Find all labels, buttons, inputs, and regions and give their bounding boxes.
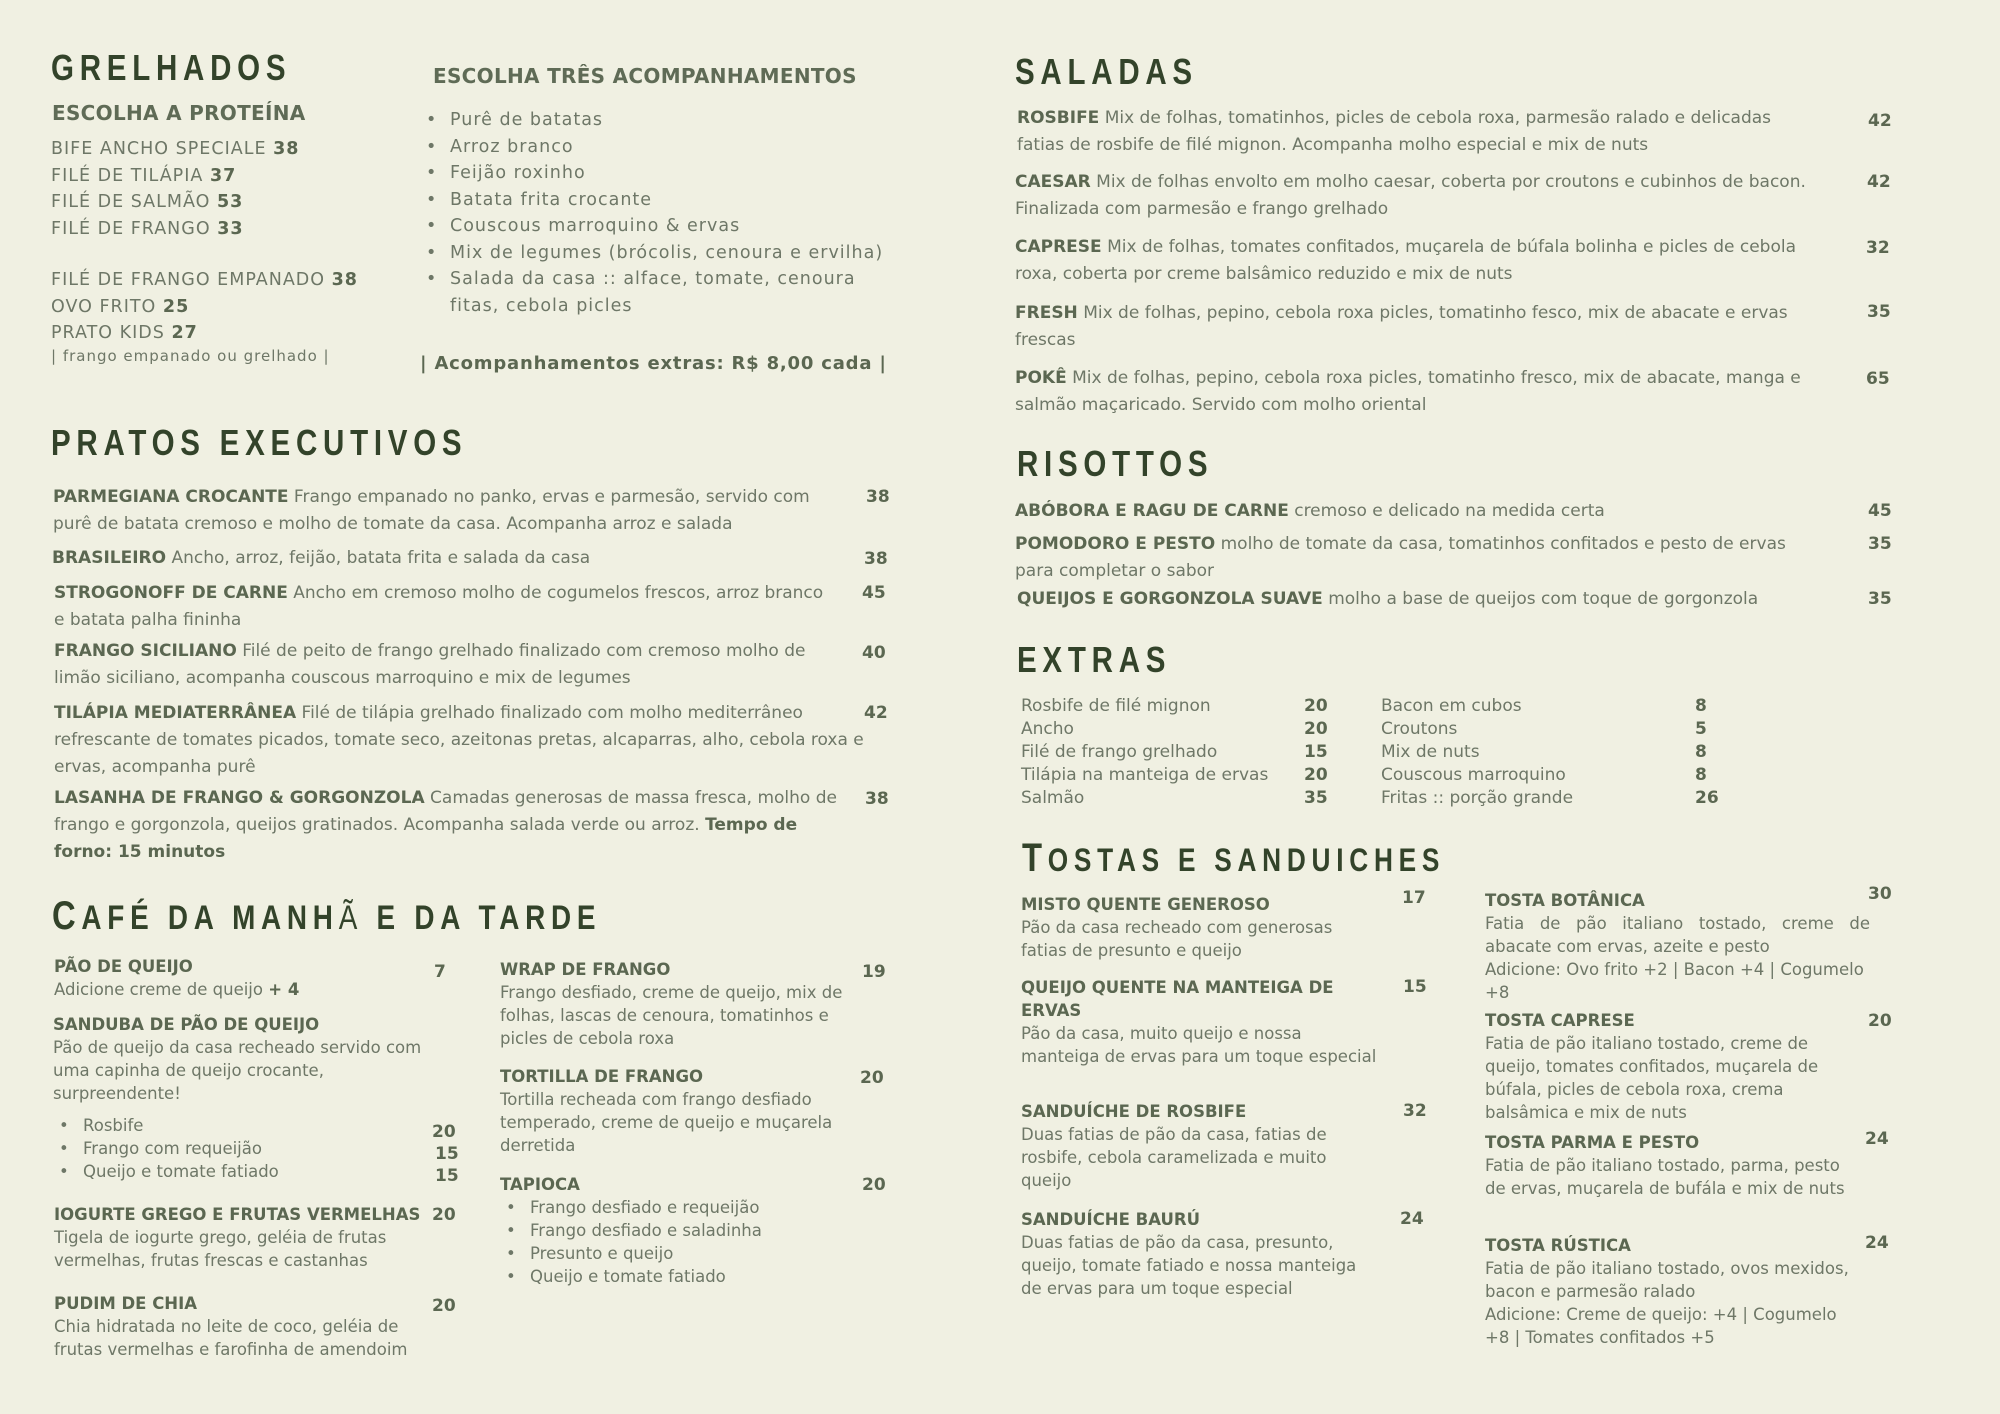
sides-list	[420, 107, 900, 319]
item-price: 40	[862, 643, 886, 663]
menu-item: WRAP DE FRANGO Frango desfiado, creme de queijo, mix de folhas, lascas de cenoura, tomatinhos e picles de cebola roxa	[500, 960, 843, 1048]
item-price: 15	[1403, 977, 1427, 997]
side-item: • Arroz branco	[420, 134, 900, 161]
protein-item: FILÉ DE SALMÃO 53	[51, 192, 244, 212]
menu-item: TOSTA CAPRESE Fatia de pão italiano tostado, creme de queijo, tomates confitados, muçarela de búfala, picles de cebola roxa, crema balsâmica e mix de nuts	[1485, 1011, 1819, 1122]
section-title-extras: EXTRAS	[1017, 639, 1172, 680]
item-price: 38	[865, 789, 889, 809]
item-price: 35	[1867, 302, 1891, 322]
extra-item: Filé de frango grelhado	[1021, 742, 1218, 762]
extras-list-left	[1021, 695, 1268, 810]
item-price: 45	[862, 583, 886, 603]
menu-item: LASANHA DE FRANGO & GORGONZOLA Camadas generosas de massa fresca, molho de frango e gorgonzola, queijos gratinados. Acompanha salada verde ou arroz. Tempo de forno: 15 minutos	[54, 788, 837, 862]
menu-item: FRANGO SICILIANO Filé de peito de frango grelhado finalizado com cremoso molho de limão siciliano, acompanha couscous marroquino e mix de legumes	[54, 641, 806, 688]
item-price: 20	[1868, 1011, 1892, 1031]
extra-item: Fritas :: porção grande	[1381, 788, 1574, 808]
menu-item: TOSTA BOTÂNICA Fatia de pão italiano tostado, creme de abacate com ervas, azeite e pesto Adicione: Ovo frito +2 | Bacon +4 | Cogumelo +8	[1485, 891, 1870, 1002]
side-item: • Mix de legumes (brócolis, cenoura e ervilha)	[420, 240, 900, 267]
extras-prices-left: 20 20 15 20 35	[1304, 696, 1328, 808]
item-price: 15	[435, 1166, 459, 1186]
side-item: • Couscous marroquino & ervas	[420, 213, 900, 240]
option-item: • Queijo e tomate fatiado	[500, 1265, 880, 1288]
item-price: 24	[1865, 1129, 1889, 1149]
item-price: 7	[434, 962, 446, 982]
extra-item: Ancho	[1021, 719, 1074, 739]
extra-item: Salmão	[1021, 788, 1085, 808]
item-price: 17	[1402, 888, 1426, 908]
item-price: 38	[864, 549, 888, 569]
side-item: • Feijão roxinho	[420, 160, 900, 187]
side-item: • Purê de batatas	[420, 107, 900, 134]
menu-item: PUDIM DE CHIA Chia hidratada no leite de coco, geléia de frutas vermelhas e farofinha de amendoim	[54, 1294, 408, 1359]
item-price: 42	[864, 703, 888, 723]
section-title-pratos-executivos: PRATOS EXECUTIVOS	[51, 422, 468, 463]
menu-item: PÃO DE QUEIJO Adicione creme de queijo + 4	[54, 957, 300, 999]
protein-item: FILÉ DE TILÁPIA 37	[51, 165, 237, 186]
item-price: 30	[1868, 884, 1892, 904]
item-price: 35	[1868, 534, 1892, 554]
extra-item: Tilápia na manteiga de ervas	[1021, 765, 1269, 785]
protein-title: ESCOLHA A PROTEÍNA	[52, 101, 306, 125]
item-price: 20	[432, 1122, 456, 1142]
menu-item: ROSBIFE Mix de folhas, tomatinhos, picles de cebola roxa, parmesão ralado e delicadas fatias de rosbife de filé mignon. Acompanha molho especial e mix de nuts	[1017, 108, 1772, 155]
menu-item: QUEIJO QUENTE NA MANTEIGA DE ERVAS Pão da casa, muito queijo e nossa manteiga de ervas para um toque especial	[1021, 978, 1377, 1066]
menu-item: STROGONOFF DE CARNE Ancho em cremoso molho de cogumelos frescos, arroz branco e batata palha fininha	[54, 583, 824, 630]
option-item: • Frango com requeijão	[53, 1137, 453, 1160]
option-item: • Rosbife	[53, 1114, 453, 1137]
item-price: 65	[1866, 369, 1890, 389]
option-item: • Frango desfiado e requeijão	[500, 1196, 880, 1219]
protein-item: FILÉ DE FRANGO EMPANADO 38	[51, 270, 358, 290]
menu-item: MISTO QUENTE GENEROSO Pão da casa recheado com generosas fatias de presunto e queijo	[1021, 895, 1333, 960]
menu-item: CAESAR Mix de folhas envolto em molho caesar, coberta por croutons e cubinhos de bacon. Finalizada com parmesão e frango grelhado	[1015, 172, 1806, 219]
extra-item: Bacon em cubos	[1381, 696, 1522, 716]
extras-list-right	[1381, 695, 1573, 810]
menu-item: CAPRESE Mix de folhas, tomates confitados, muçarela de búfala bolinha e picles de cebola roxa, coberta por creme balsâmico reduzido e mix de nuts	[1015, 237, 1796, 284]
menu-item: SANDUÍCHE DE ROSBIFE Duas fatias de pão da casa, fatias de rosbife, cebola caramelizada e muito queijo	[1021, 1102, 1327, 1190]
item-price: 24	[1865, 1233, 1889, 1253]
item-price: 32	[1866, 238, 1890, 258]
option-item: • Queijo e tomate fatiado	[53, 1160, 453, 1183]
sides-title: ESCOLHA TRÊS ACOMPANHAMENTOS	[433, 64, 857, 88]
item-price: 20	[432, 1205, 456, 1225]
protein-item: FILÉ DE FRANGO 33	[51, 218, 244, 239]
item-price: 19	[862, 962, 886, 982]
menu-item: POMODORO E PESTO molho de tomate da casa, tomatinhos confitados e pesto de ervas para completar o sabor	[1015, 534, 1786, 581]
menu-item: BRASILEIRO Ancho, arroz, feijão, batata frita e salada da casa	[52, 548, 591, 568]
section-title-cafe: CAFÉ DA MANHÃ E DA TARDE	[52, 894, 602, 938]
menu-item: FRESH Mix de folhas, pepino, cebola roxa picles, tomatinho fesco, mix de abacate e ervas frescas	[1015, 303, 1788, 350]
menu-item: SANDUÍCHE BAURÚ Duas fatias de pão da casa, presunto, queijo, tomate fatiado e nossa manteiga de ervas para um toque especial	[1021, 1210, 1357, 1298]
section-title-grelhados: GRELHADOS	[51, 47, 292, 88]
protein-item: BIFE ANCHO SPECIALE 38	[51, 139, 300, 159]
menu-item: ABÓBORA E RAGU DE CARNE cremoso e delicado na medida certa	[1015, 501, 1605, 521]
item-price: 45	[1868, 501, 1892, 521]
item-price: 38	[866, 487, 890, 507]
item-price: 35	[1868, 589, 1892, 609]
extra-item: Rosbife de filé mignon	[1021, 696, 1211, 716]
option-item: • Presunto e queijo	[500, 1242, 880, 1265]
extras-prices-right: 8 5 8 8 26	[1695, 696, 1719, 808]
item-price: 15	[435, 1144, 459, 1164]
section-title-risottos: RISOTTOS	[1017, 443, 1214, 484]
protein-item: PRATO KIDS 27	[51, 323, 198, 343]
side-item: • Batata frita crocante	[420, 187, 900, 214]
menu-item: SANDUBA DE PÃO DE QUEIJO Pão de queijo da casa recheado servido com uma capinha de queijo crocante, surpreendente!	[53, 1015, 422, 1103]
sides-extra-note: | Acompanhamentos extras: R$ 8,00 cada |	[420, 353, 887, 374]
menu-item: TILÁPIA MEDIATERRÂNEA Filé de tilápia grelhado finalizado com molho mediterrâneo refrescante de tomates picados, tomate seco, azeitonas pretas, alcaparras, alho, cebola roxa e ervas, acompanha purê	[54, 703, 864, 777]
extra-item: Croutons	[1381, 719, 1458, 739]
kids-note: | frango empanado ou grelhado |	[51, 347, 330, 365]
section-title-saladas: SALADAS	[1015, 51, 1198, 92]
menu-item: PARMEGIANA CROCANTE Frango empanado no panko, ervas e parmesão, servido com purê de batata cremoso e molho de tomate da casa. Acompanha arroz e salada	[53, 487, 810, 534]
protein-list-2	[51, 267, 358, 347]
protein-list	[51, 136, 299, 242]
item-price: 24	[1400, 1209, 1424, 1229]
item-price: 20	[862, 1175, 886, 1195]
menu-item: QUEIJOS E GORGONZOLA SUAVE molho a base de queijos com toque de gorgonzola	[1017, 589, 1759, 609]
item-price: 32	[1403, 1101, 1427, 1121]
menu-item: POKÊ Mix de folhas, pepino, cebola roxa picles, tomatinho fresco, mix de abacate, manga e salmão maçaricado. Servido com molho oriental	[1015, 368, 1801, 415]
menu-item: IOGURTE GREGO E FRUTAS VERMELHAS Tigela de iogurte grego, geléia de frutas vermelhas, frutas frescas e castanhas	[54, 1205, 421, 1270]
menu-item: TAPIOCA	[500, 1175, 580, 1194]
extra-item: Couscous marroquino	[1381, 765, 1566, 785]
protein-item: OVO FRITO 25	[51, 296, 190, 317]
side-item: • Salada da casa :: alface, tomate, cenoura fitas, cebola picles	[420, 266, 870, 319]
option-item: • Frango desfiado e saladinha	[500, 1219, 880, 1242]
sanduba-options	[53, 1114, 453, 1183]
tapioca-options	[500, 1196, 880, 1288]
item-price: 20	[860, 1068, 884, 1088]
menu-item: TOSTA RÚSTICA Fatia de pão italiano tostado, ovos mexidos, bacon e parmesão ralado Adicione: Creme de queijo: +4 | Cogumelo +8 | Tomates confitados +5	[1485, 1236, 1849, 1347]
item-price: 42	[1868, 111, 1892, 131]
item-price: 42	[1867, 172, 1891, 192]
menu-item: TOSTA PARMA E PESTO Fatia de pão italiano tostado, parma, pesto de ervas, muçarela de bufála e mix de nuts	[1485, 1133, 1845, 1198]
menu-item: TORTILLA DE FRANGO Tortilla recheada com frango desfiado temperado, creme de queijo e muçarela derretida	[500, 1067, 833, 1155]
item-price: 20	[432, 1296, 456, 1316]
section-title-tostas: TOSTAS E SANDUICHES	[1022, 836, 1446, 880]
extra-item: Mix de nuts	[1381, 742, 1480, 762]
